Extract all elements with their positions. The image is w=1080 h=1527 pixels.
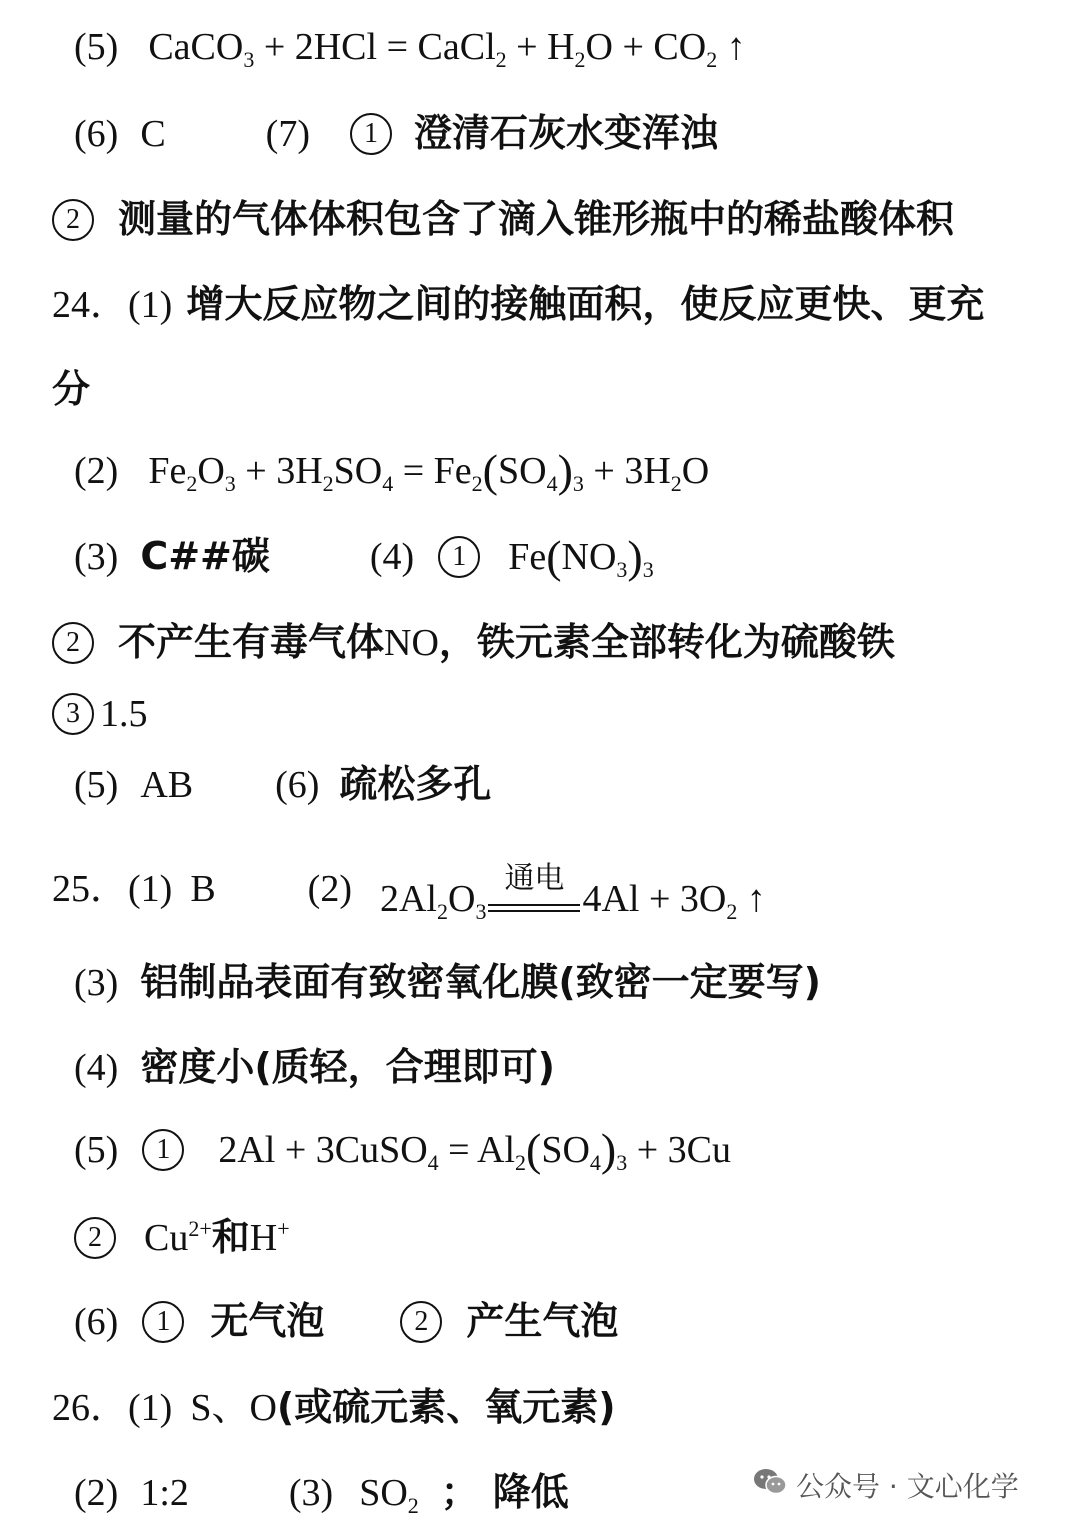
- wechat-icon: [752, 1463, 788, 1513]
- question-number: (7): [265, 113, 310, 155]
- answer-text: AB: [140, 764, 194, 806]
- answer-line-24-4-2: [52, 617, 895, 668]
- question-number: (2): [74, 450, 119, 492]
- ion-formula: $Cu^{2+}$: [144, 1216, 212, 1259]
- answer-text: 密度小(质轻，合理即可): [140, 1045, 556, 1089]
- answer-line-25-3: [74, 957, 821, 1008]
- question-number: (6): [74, 113, 119, 155]
- answer-text: S、O: [190, 1387, 277, 1429]
- question-number: 25．(1): [52, 868, 173, 910]
- circled-number-2: 2: [74, 1217, 116, 1259]
- circled-number-1: 1: [142, 1129, 184, 1171]
- answer-text: 增大反应物之间的接触面积，使反应更快、更充: [186, 282, 985, 326]
- question-number: (5): [74, 764, 119, 806]
- answer-line-25-1-2: [52, 858, 766, 924]
- answer-line-24-2: [74, 446, 709, 496]
- ion-formula: H+: [249, 1216, 290, 1259]
- circled-number-2: 2: [52, 199, 94, 241]
- answer-text: 不产生有毒气体: [118, 620, 385, 664]
- watermark-text: 公众号 · 文心化学: [796, 1470, 1019, 1503]
- answer-line-6-7: [74, 108, 718, 159]
- equation: $Fe_2O_3 + 3H_2SO_4 = Fe_2(SO_4)_3 + 3H_2O$: [148, 445, 710, 496]
- answer-line-25-5-1: [74, 1125, 731, 1175]
- equation: CaCO$_3$ + 2HCl = CaCl$_2$ + $H_2O + CO_2$ ↑: [148, 26, 746, 72]
- answer-text: 澄清石灰水变浑浊: [413, 111, 718, 155]
- answer-text: 疏松多孔: [339, 762, 492, 806]
- circled-number-1: 1: [142, 1301, 184, 1343]
- answer-text: C: [140, 113, 166, 155]
- equation: 2Al + 3CuSO$_4$ = $Al_2(SO_4)_3 + 3Cu$: [218, 1124, 732, 1175]
- circled-number-2: 2: [400, 1301, 442, 1343]
- reaction-condition: 通电: [488, 868, 580, 924]
- watermark: [752, 1462, 1019, 1512]
- answer-line-24-1: [52, 279, 984, 330]
- question-number: (6): [275, 764, 320, 806]
- answer-text: 无气泡: [210, 1299, 325, 1343]
- answer-text: 测量的气体体积包含了滴入锥形瓶中的稀盐酸体积: [118, 197, 955, 241]
- answer-line-24-5-6: [74, 759, 491, 810]
- question-number: (2): [307, 868, 352, 910]
- conjunction: 和: [211, 1215, 250, 1259]
- question-number: (4): [369, 536, 415, 578]
- circled-number-1: 1: [438, 536, 480, 578]
- circled-number-3: 3: [52, 693, 94, 735]
- answer-text: 降低: [492, 1470, 569, 1514]
- question-number: (5): [74, 1129, 119, 1171]
- question-number: (3): [288, 1472, 334, 1514]
- question-number: (2): [74, 1472, 119, 1514]
- answer-line-25-6: [74, 1296, 618, 1347]
- question-number: (3): [74, 962, 119, 1004]
- formula: NO: [384, 622, 439, 664]
- question-number: (5): [74, 26, 119, 68]
- circled-number-2: 2: [52, 622, 94, 664]
- circled-number-1: 1: [350, 113, 392, 155]
- answer-text: 产生气泡: [466, 1299, 619, 1343]
- answer-text: 分: [52, 367, 91, 411]
- answer-line-continuation: [52, 364, 90, 414]
- answer-line-24-3-4: [74, 531, 654, 582]
- answer-line-26-1: [52, 1382, 616, 1433]
- answer-text: (或硫元素、氧元素): [276, 1385, 616, 1429]
- answer-line-7-2: [52, 194, 954, 244]
- answer-line-25-4: [74, 1042, 555, 1093]
- answer-line-25-5-2: [74, 1212, 290, 1263]
- separator: ；: [440, 1470, 479, 1514]
- question-number: 26．(1): [52, 1387, 173, 1429]
- equation: $2Al_2O_3$ 通电 $4Al + 3O_2$ ↑: [379, 861, 766, 924]
- answer-text: C##碳: [140, 534, 270, 578]
- answer-text: B: [190, 868, 216, 910]
- question-number: 24．(1): [52, 284, 173, 326]
- question-number: (6): [74, 1301, 119, 1343]
- formula: $Fe(NO_3)_3$: [508, 531, 654, 582]
- question-number: (3): [74, 536, 119, 578]
- question-number: (4): [74, 1047, 119, 1089]
- answer-value: 1.5: [100, 693, 148, 735]
- answer-value: 1:2: [140, 1472, 189, 1514]
- formula: $SO_2$: [359, 1472, 419, 1518]
- answer-line-5-equation: [74, 22, 746, 72]
- answer-line-26-2-3: [74, 1467, 569, 1518]
- answer-line-24-4-3: [52, 688, 148, 739]
- answer-text: 铝制品表面有致密氧化膜(致密一定要写): [140, 960, 822, 1004]
- answer-text: ，铁元素全部转化为硫酸铁: [438, 620, 895, 664]
